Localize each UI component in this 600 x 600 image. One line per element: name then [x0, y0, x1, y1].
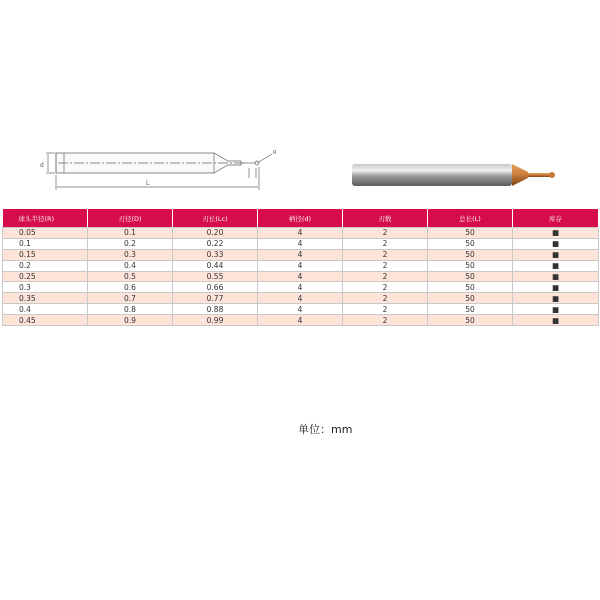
cell-overall: 50 [428, 315, 513, 326]
cell-flutes: 2 [343, 228, 428, 239]
cell-length: 0.66 [173, 282, 258, 293]
cell-radius: 0.35 [3, 293, 88, 304]
cell-length: 0.22 [173, 238, 258, 249]
cell-length: 0.77 [173, 293, 258, 304]
cell-radius: 0.1 [3, 238, 88, 249]
cell-shank: 4 [258, 271, 343, 282]
cell-diameter: 0.6 [88, 282, 173, 293]
header-cutting-diameter: 刃径(D) [88, 209, 173, 228]
cell-overall: 50 [428, 304, 513, 315]
table-row [3, 260, 599, 271]
cell-shank: 4 [258, 238, 343, 249]
table-row [3, 304, 599, 315]
cell-shank: 4 [258, 315, 343, 326]
cell-stock: ■ [513, 315, 599, 326]
cell-diameter: 0.4 [88, 260, 173, 271]
table-row [3, 271, 599, 282]
cell-shank: 4 [258, 228, 343, 239]
cell-radius: 0.45 [3, 315, 88, 326]
table-row [3, 238, 599, 249]
unit-note: 单位：mm [298, 423, 353, 436]
cell-radius: 0.3 [3, 282, 88, 293]
cell-flutes: 2 [343, 304, 428, 315]
cell-flutes: 2 [343, 249, 428, 260]
table-row [3, 249, 599, 260]
cell-shank: 4 [258, 282, 343, 293]
cell-flutes: 2 [343, 315, 428, 326]
ball-end-mill-photo [350, 158, 575, 194]
cell-stock: ■ [513, 238, 599, 249]
dimension-L-label: L [146, 180, 150, 187]
cell-flutes: 2 [343, 271, 428, 282]
cell-diameter: 0.7 [88, 293, 173, 304]
cell-flutes: 2 [343, 238, 428, 249]
cell-diameter: 0.2 [88, 238, 173, 249]
table-row [3, 315, 599, 326]
cell-length: 0.88 [173, 304, 258, 315]
header-stock: 库存 [513, 209, 599, 228]
dimension-d-label: d [40, 162, 44, 169]
cell-diameter: 0.3 [88, 249, 173, 260]
cell-diameter: 0.9 [88, 315, 173, 326]
cell-radius: 0.2 [3, 260, 88, 271]
cell-length: 0.55 [173, 271, 258, 282]
header-cutting-length: 刃长(Lc) [173, 209, 258, 228]
cell-shank: 4 [258, 249, 343, 260]
cell-length: 0.44 [173, 260, 258, 271]
cell-flutes: 2 [343, 260, 428, 271]
cell-radius: 0.25 [3, 271, 88, 282]
specification-table [2, 209, 599, 326]
cell-stock: ■ [513, 282, 599, 293]
cell-length: 0.20 [173, 228, 258, 239]
cell-shank: 4 [258, 293, 343, 304]
header-ball-radius: 球头半径(R) [3, 209, 88, 228]
cell-overall: 50 [428, 293, 513, 304]
cell-stock: ■ [513, 304, 599, 315]
cell-stock: ■ [513, 271, 599, 282]
table-row [3, 282, 599, 293]
cell-length: 0.99 [173, 315, 258, 326]
cell-overall: 50 [428, 238, 513, 249]
cell-diameter: 0.5 [88, 271, 173, 282]
cell-stock: ■ [513, 228, 599, 239]
cell-overall: 50 [428, 249, 513, 260]
cell-flutes: 2 [343, 282, 428, 293]
cell-stock: ■ [513, 293, 599, 304]
cell-overall: 50 [428, 282, 513, 293]
header-overall-length: 总长(L) [428, 209, 513, 228]
cell-diameter: 0.1 [88, 228, 173, 239]
cell-overall: 50 [428, 271, 513, 282]
cell-stock: ■ [513, 260, 599, 271]
tool-dimension-drawing [34, 146, 294, 194]
header-flutes: 刃数 [343, 209, 428, 228]
cell-radius: 0.4 [3, 304, 88, 315]
table-row [3, 293, 599, 304]
table-header-row [3, 209, 599, 228]
cell-shank: 4 [258, 304, 343, 315]
cell-flutes: 2 [343, 293, 428, 304]
cell-radius: 0.15 [3, 249, 88, 260]
cell-length: 0.33 [173, 249, 258, 260]
cell-diameter: 0.8 [88, 304, 173, 315]
cell-overall: 50 [428, 228, 513, 239]
header-shank-diameter: 柄径(d) [258, 209, 343, 228]
cell-radius: 0.05 [3, 228, 88, 239]
cell-stock: ■ [513, 249, 599, 260]
dimension-R-label: R [273, 150, 277, 156]
table-row [3, 228, 599, 239]
cell-shank: 4 [258, 260, 343, 271]
cell-overall: 50 [428, 260, 513, 271]
